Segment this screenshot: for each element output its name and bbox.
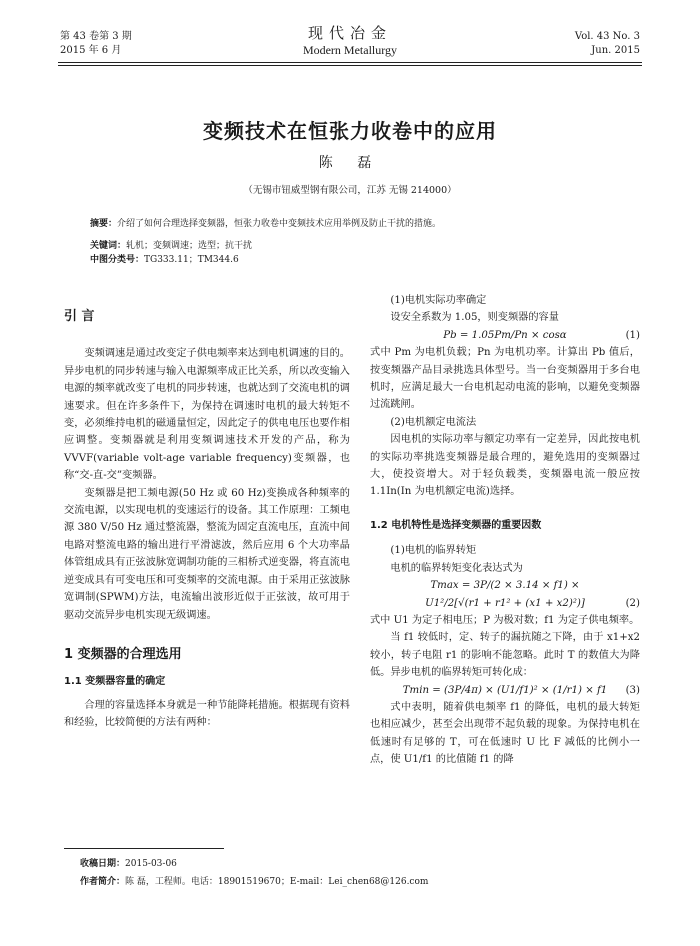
paper-title: 变频技术在恒张力收卷中的应用 [203, 119, 497, 143]
bio-text: 陈 磊，工程师。电话：18901519670；E-mail：Lei_chen68@126.com [125, 877, 429, 887]
equation-2-line-1: Tmax = 3P/(2 × 3.14 × f1) × [430, 580, 580, 592]
equation-2-line-2: U1²/2[√(r1 + r1² + (x1 + x2)²)] [425, 597, 585, 609]
issue-date-en: Jun. 2015 [591, 45, 640, 56]
abstract [90, 218, 630, 231]
method-2-text: 因电机的实际功率与额定功率有一定差异，因此按电机的实际功率挑选变频器是最合理的，避免选用的变频器过大，使投资增大。对于轻负载类，变频器电流一般应按 1.1In(In 为电机额定电流)选择。 [370, 434, 640, 498]
footnote-author-bio [80, 874, 428, 890]
section-1-2-heading: 1.2 电机特性是选择变频器的重要因数 [370, 519, 542, 531]
equation-1-explanation: 式中 Pm 为电机负载；Pn 为电机功率。计算出 Pb 值后，按变频器产品目录挑选具体型号。当一台变频器用于多台电机时，应满足最大一台电机起动电流的影响，以避免变频器过流跳闸。 [370, 347, 640, 411]
affiliation: （无锡市钮威型钢有限公司，江苏 无锡 214000） [243, 185, 457, 196]
section-1-1-heading: 1.1 变频器容量的确定 [64, 676, 166, 688]
journal-name-cn: 现代冶金 [307, 24, 392, 42]
abstract-text: 介绍了如何合理选择变频器，恒张力收卷中变频技术应用举例及防止干扰的措施。 [117, 219, 442, 229]
classification-text: TG333.11；TM344.6 [144, 255, 239, 265]
issue-volume: 第 43 卷第 3 期 [60, 31, 132, 42]
equation-2 [370, 595, 640, 612]
method-2-label: (2)电机额定电流法 [390, 416, 477, 428]
equation-1-number: (1) [625, 329, 640, 341]
issue-info-en [575, 30, 640, 58]
issue-volume-en: Vol. 43 No. 3 [574, 31, 640, 42]
intro-paragraph-2: 变频器是把工频电源(50 Hz 或 60 Hz)变换成各种频率的交流电源，以实现电机的变速运行的设备。其工作原理：工频电源 380 V/50 Hz 通过整流器，整流为固定直流电压，直流中间电路对整流电路的输出进行平滑滤波，然后应用 6 个大功率晶体管组成具有正弦波脉宽调制功能的三相桥式逆变器，将直流电逆变成具有可变电压和可变频率的交流电源。由于采用正弦波脉宽调制(SPWM)方法，电流输出波形近似于正弦波，故可用于驱动交流异步电机实现无级调速。 [64, 487, 350, 621]
equation-2-number: (2) [625, 597, 640, 609]
journal-name [250, 24, 450, 58]
classification [90, 254, 630, 267]
equation-3-number: (3) [625, 684, 640, 696]
footnote-received [80, 856, 177, 872]
method-1-text: 设安全系数为 1.05，则变频器的容量 [390, 312, 559, 324]
equation-1 [370, 327, 640, 344]
left-column [64, 308, 350, 732]
right-column [370, 292, 640, 769]
equation-3-explanation: 式中表明，随着供电频率 f1 的降低，电机的最大转矩也相应减少，甚至会出现带不起负载的现象。为保持电机在低速时有足够的 T，可在低速时 U 比 F 减低的比例小一点，使 U1/f1 的比值随 f1 的降 [370, 701, 640, 766]
keywords [90, 240, 630, 253]
issue-info [60, 30, 132, 58]
intro-heading: 引 言 [64, 309, 95, 324]
equation-2-explanation: 式中 U1 为定子相电压；P 为极对数；f1 为定子供电频率。 [370, 614, 640, 626]
equation-3 [370, 682, 640, 699]
classification-label: 中图分类号： [90, 255, 145, 265]
issue-date: 2015 年 6 月 [60, 45, 122, 56]
section-1-1-paragraph: 合理的容量选择本身就是一种节能降耗措施。根据现有资料和经验，比较简便的方法有两种： [64, 699, 350, 729]
equation-1-body: Pb = 1.05Pm/Pn × cosα [443, 329, 567, 341]
keywords-text: 轧机；变频调速；选型；抗干扰 [126, 241, 253, 251]
intro-paragraph-1: 变频调速是通过改变定子供电频率来达到电机调速的目的。异步电机的同步转速与输入电源频率成正比关系，所以改变输入电源的频率就改变了电机的同步转速，也就达到了交流电机的调速要求。但在许多条件下，为保持在调速时电机的最大转矩不变，必须维持电机的磁通量恒定，因此定子的供电电压也要作相应调整。变频器就是利用变频调速技术开发的产品，称为 VVVF(variable volt-age variable frequency)变频器，也称“交-直-交”变频器。 [64, 348, 350, 482]
torque-intro: 电机的临界转矩变化表达式为 [390, 562, 523, 574]
header-rule-thick [58, 62, 642, 63]
footnote-rule [64, 848, 224, 849]
equation-3-body: Tmin = (3P/4π) × (U1/f1)² × (1/r1) × f1 [402, 684, 608, 696]
torque-label: (1)电机的临界转矩 [390, 545, 477, 557]
abstract-label: 摘要： [90, 219, 118, 229]
header-rule-thin [58, 65, 642, 66]
method-1-label: (1)电机实际功率确定 [390, 295, 487, 306]
received-label: 收稿日期： [80, 859, 126, 869]
author-name: 陈 磊 [318, 155, 382, 171]
bio-label: 作者简介： [80, 877, 126, 887]
section-1-heading: 1 变频器的合理选用 [64, 646, 182, 662]
journal-name-en: Modern Metallurgy [302, 43, 398, 57]
received-date: 2015-03-06 [125, 859, 177, 869]
low-frequency-text: 当 f1 较低时，定、转子的漏抗随之下降，由于 x1+x2 较小，转子电阻 r1 的影响不能忽略。此时 T 的数值大为降低。异步电机的临界转矩可转化成： [370, 632, 640, 679]
keywords-label: 关键词： [90, 241, 127, 251]
